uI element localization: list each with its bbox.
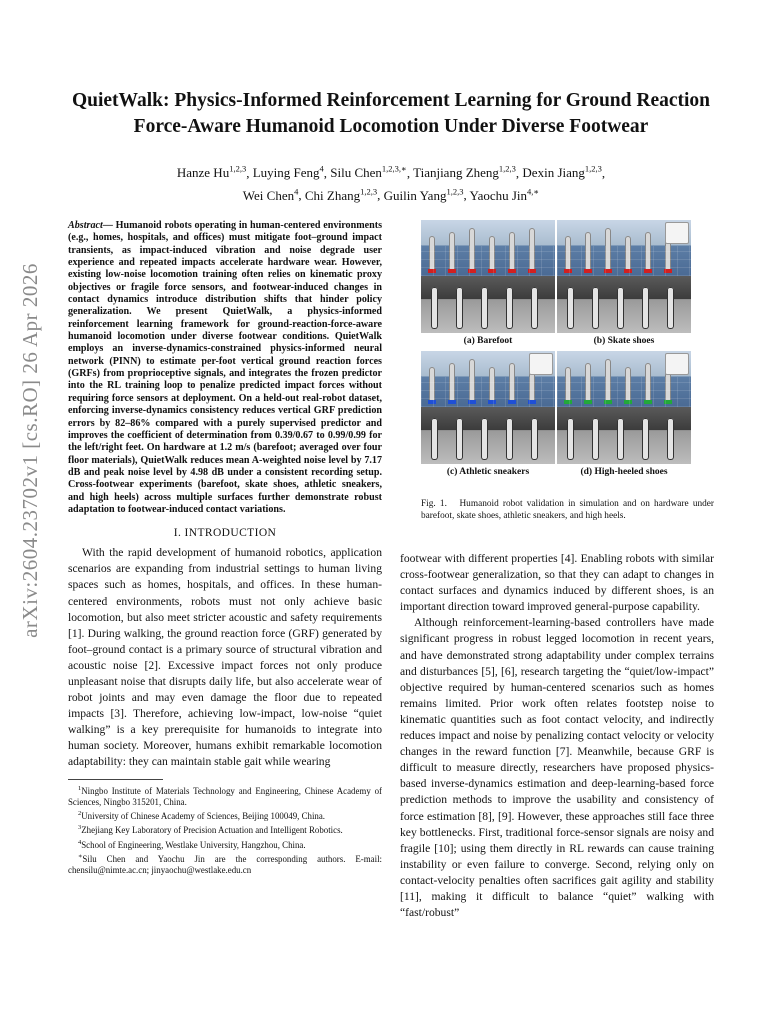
- footnote: [68, 822, 382, 836]
- figure-panel: [421, 351, 555, 482]
- footnote: [68, 851, 382, 877]
- sim-robot-figure: [645, 363, 651, 401]
- simulation-frame: [557, 220, 691, 276]
- sim-foot-marker: [624, 400, 632, 404]
- hardware-photo-frame: [421, 407, 555, 464]
- shoe-inset-icon: [665, 353, 689, 375]
- author: [177, 165, 246, 180]
- abstract-dash: —: [102, 220, 116, 231]
- sim-foot-marker: [664, 269, 672, 273]
- sim-foot-marker: [584, 269, 592, 273]
- sim-robot-figure: [565, 367, 571, 401]
- sim-foot-marker: [448, 400, 456, 404]
- sim-robot-figure: [429, 367, 435, 401]
- author-affiliation: 4: [319, 164, 324, 174]
- figure-1: [421, 220, 714, 522]
- hardware-robot-figure: [567, 418, 574, 460]
- sim-robot-figure: [449, 232, 455, 270]
- abstract-label: Abstract: [68, 220, 103, 231]
- sim-foot-marker: [664, 400, 672, 404]
- footnote-text: School of Engineering, Westlake University, Hangzhou, China.: [81, 839, 306, 850]
- hardware-robot-figure: [617, 287, 624, 329]
- sim-robot-figure: [645, 232, 651, 270]
- left-column: [68, 220, 382, 876]
- sim-foot-marker: [448, 269, 456, 273]
- sim-robot-figure: [565, 236, 571, 270]
- author-affiliation: 1,2,3: [584, 164, 602, 174]
- author-name: Silu Chen: [330, 165, 382, 181]
- simulation-frame: [421, 220, 555, 276]
- sim-foot-marker: [564, 400, 572, 404]
- author: [305, 188, 377, 203]
- intro-paragraph-right-2: Although reinforcement-learning-based controllers have made significant progress in robust legged locomotion in recent years, and have demonstrated strong adaptability under complex terrains and disturbances [5], [6], research targeting the “quiet/low-impact” objective required by human-centered scenarios such as homes remains limited. Prior work often relates footstep noise to kinematic quantities such as foot contact velocity, and indirectly reduces impact and noise by penalizing contact velocity or velocity changes in the reward function [7]. Meanwhile, because GRF is difficult to measure directly, researchers have proposed physics-based inverse-dynamics estimation and deep-learning-based force prediction methods to improve the usability and consistency of force estimation [8], [9]. However, these approaches still face three key bottlenecks. First, traditional force-sensor signals are noisy and fragile [10]; using them directly in RL rewards can cause training instability or even failure to converge. Second, relying only on contact-velocity penalties often sacrifices gait agility and stability [11], making it difficult to balance “quiet” walking with “fast/robust”: [400, 616, 714, 920]
- sim-robot-figure: [429, 236, 435, 270]
- footnotes: [68, 783, 382, 877]
- sim-robot-figure: [509, 363, 515, 401]
- author-name: Yaochu Jin: [469, 187, 528, 203]
- author: [384, 188, 464, 203]
- sim-foot-marker: [508, 400, 516, 404]
- sim-foot-marker: [468, 269, 476, 273]
- hardware-robot-figure: [431, 287, 438, 329]
- figure-panel-grid: [421, 220, 714, 482]
- footnote-text: University of Chinese Academy of Sciences, Beijing 100049, China.: [81, 811, 326, 822]
- footnote-text: Silu Chen and Yaochu Jin are the corresponding authors. E-mail: chensilu@nimte.ac.cn; jinyaochu@westlake.edu.cn: [68, 853, 382, 876]
- hardware-robot-figure: [456, 418, 463, 460]
- shoe-inset-icon: [665, 222, 689, 244]
- intro-paragraph-right-1: footwear with different properties [4]. Enabling robots with similar cross-footwear generalization, so that they can adapt to changes in contact surfaces and dynamics induced by different shoes, is an important direction toward improved general-purpose capability.: [400, 552, 714, 614]
- figure-caption-label: Fig. 1.: [421, 499, 447, 509]
- sim-robot-figure: [489, 367, 495, 401]
- hardware-robot-figure: [642, 418, 649, 460]
- footnote: [68, 783, 382, 809]
- sim-robot-figure: [585, 232, 591, 270]
- shoe-inset-icon: [529, 353, 553, 375]
- author-name: Chi Zhang: [304, 187, 361, 203]
- author-list: Hanze Hu$^{1,2,3}$, Luying Feng$^4$, Silu Chen$^{1,2,3,∗}$, Tianjiang Zheng$^{1,2,3}$, Dexin Jiang$^{1,2,3}$, Wei Chen$^4$, Chi Zhang$^{1,2,3}$, Guilin Yang$^{1,2,3}$, Yaochu Jin$^{4,∗}$: [176, 164, 606, 203]
- author-name: Dexin Jiang: [522, 165, 585, 181]
- sim-robot-figure: [605, 359, 611, 401]
- sim-foot-marker: [428, 400, 436, 404]
- sim-foot-marker: [604, 400, 612, 404]
- simulation-frame: [557, 351, 691, 407]
- footnote-divider: [68, 779, 163, 780]
- abstract-text: Humanoid robots operating in human-centered environments (e.g., homes, hospitals, and offices) must mitigate foot–ground impact transients, as impact-induced vibration and noise degrade user experience and repeated impacts accelerate hardware wear. However, existing low-noise locomotion training often relies on kinematic proxy objectives or fragile force sensors, and footwear-induced changes in contact dynamics introduce distribution shifts that hinder policy generalization. We present QuietWalk, a physics-informed reinforcement learning framework for ground-reaction-force-aware humanoid locomotion under diverse footwear conditions. QuietWalk employs an inverse-dynamics-constrained physics-informed neural network (PINN) to estimate per-foot vertical ground reaction forces (GRFs) from proprioceptive signals, and integrates the frozen predictor into the RL training loop to penalize predicted impact forces without requiring force sensors at deployment. On a held-out real-robot dataset, enforcing inverse-dynamics consistency reduces vertical GRF prediction errors by 82–86% compared with a purely supervised predictor and improves the coefficient of determination from 0.39/0.67 to 0.99/0.99 for the left/right feet. On hardware at 1.2 m/s (barefoot; averaged over four floor materials), QuietWalk reduces mean A-weighted noise level by 7.17 dB and peak noise level by 4.98 dB under a consistent recording setup. Cross-footwear experiments (barefoot, skate shoes, athletic sneakers, and high heels) across multiple surfaces further demonstrate robust adaptation to footwear-induced contact variations.: [68, 220, 382, 515]
- sim-foot-marker: [528, 400, 536, 404]
- figure-panel-image: [421, 351, 555, 464]
- sim-foot-marker: [584, 400, 592, 404]
- author: [413, 165, 516, 180]
- intro-paragraph-left: With the rapid development of humanoid robotics, application scenarios are expanding from industrial settings to human living spaces such as homes, hospitals, and offices. In these human-centered environments, robots must not only achieve basic locomotion, but also meet stricter acoustic and safety requirements [1]. During walking, the ground reaction force (GRF) generated by foot–ground contact is a primary source of structural vibration and acoustic noise [2]. Excessive impact forces not only produce unpleasant noise that disrupts daily life, but also accelerate wear of robot joints and may even damage the floor due to repeated impacts [3]. Therefore, achieving low-impact, low-noise “quiet walking” is a key prerequisite for humanoids to integrate into human society. Moreover, humans exhibit remarkable locomotion adaptability: they can maintain stable gait while wearing: [68, 546, 382, 769]
- footnote-mark: 2: [78, 810, 82, 818]
- author: [330, 165, 407, 180]
- author-affiliation: 1,2,3: [229, 164, 247, 174]
- author: [469, 188, 539, 203]
- sim-robot-figure: [489, 236, 495, 270]
- hardware-robot-figure: [456, 287, 463, 329]
- figure-caption: [421, 498, 714, 522]
- footnote: [68, 837, 382, 851]
- author-name: Luying Feng: [252, 165, 320, 181]
- author-name: Hanze Hu: [176, 165, 230, 181]
- hardware-robot-figure: [531, 418, 538, 460]
- author-affiliation: 4: [294, 186, 299, 197]
- sim-robot-figure: [469, 228, 475, 270]
- sim-foot-marker: [528, 269, 536, 273]
- footnote-mark: 1: [78, 784, 82, 792]
- hardware-robot-figure: [592, 287, 599, 329]
- figure-panel-image: [421, 220, 555, 333]
- hardware-robot-figure: [667, 287, 674, 329]
- footnote-mark: 3: [78, 824, 82, 832]
- section-heading-introduction: I. INTRODUCTION: [173, 527, 277, 540]
- arxiv-id-text: arXiv:2604.23702v1 [cs.RO] 26 Apr 2026: [17, 262, 42, 638]
- abstract: [68, 220, 382, 516]
- sim-foot-marker: [508, 269, 516, 273]
- figure-panel: [557, 220, 691, 351]
- figure-panel: [557, 351, 691, 482]
- footnote-text: Zhejiang Key Laboratory of Precision Actuation and Intelligent Robotics.: [81, 825, 343, 836]
- sim-robot-figure: [625, 236, 631, 270]
- sim-foot-marker: [564, 269, 572, 273]
- arxiv-identifier-stamp: [10, 220, 50, 680]
- author-affiliation: 1,2,3: [446, 186, 464, 197]
- sim-robot-figure: [509, 232, 515, 270]
- sim-foot-marker: [488, 269, 496, 273]
- figure-panel-label: (d) High-heeled shoes: [580, 467, 668, 477]
- figure-panel-image: [557, 220, 691, 333]
- sim-robot-figure: [585, 363, 591, 401]
- hardware-robot-figure: [642, 287, 649, 329]
- footnote-mark: 4: [78, 838, 82, 846]
- figure-panel-label: (a) Barefoot: [463, 336, 513, 346]
- sim-foot-marker: [624, 269, 632, 273]
- author-affiliation: 1,2,3,∗: [381, 164, 407, 174]
- sim-foot-marker: [468, 400, 476, 404]
- footnote-text: Ningbo Institute of Materials Technology and Engineering, Chinese Academy of Sciences, Ningbo 315201, China.: [68, 785, 382, 807]
- figure-caption-text: Humanoid robot validation in simulation and on hardware under barefoot, skate shoes, athletic sneakers, and high heels.: [421, 499, 714, 521]
- hardware-photo-frame: [557, 276, 691, 333]
- author-affiliation: 1,2,3: [360, 186, 378, 197]
- figure-panel-label: (c) Athletic sneakers: [446, 467, 530, 477]
- author-affiliation: 1,2,3: [498, 164, 516, 174]
- author: [243, 188, 299, 203]
- author-name: Guilin Yang: [383, 187, 447, 203]
- sim-robot-figure: [605, 228, 611, 270]
- hardware-robot-figure: [506, 287, 513, 329]
- hardware-robot-figure: [481, 418, 488, 460]
- sim-robot-figure: [469, 359, 475, 401]
- sim-foot-marker: [644, 400, 652, 404]
- right-column: [400, 551, 714, 921]
- author-name: Wei Chen: [242, 187, 295, 203]
- paper-title: QuietWalk: Physics-Informed Reinforcement Learning for Ground Reaction Force-Aware Humanoid Locomotion Under Diverse Footwear: [71, 90, 711, 137]
- figure-panel: [421, 220, 555, 351]
- author: [522, 165, 601, 180]
- hardware-robot-figure: [667, 418, 674, 460]
- sim-robot-figure: [625, 367, 631, 401]
- sim-robot-figure: [449, 363, 455, 401]
- author: [253, 165, 324, 180]
- hardware-robot-figure: [506, 418, 513, 460]
- author-name: Tianjiang Zheng: [413, 165, 499, 181]
- author-affiliation: 4,∗: [527, 186, 540, 197]
- hardware-robot-figure: [567, 287, 574, 329]
- sim-foot-marker: [644, 269, 652, 273]
- figure-panel-label: (b) Skate shoes: [593, 336, 655, 346]
- hardware-robot-figure: [481, 287, 488, 329]
- sim-foot-marker: [488, 400, 496, 404]
- sim-foot-marker: [604, 269, 612, 273]
- sim-robot-figure: [529, 228, 535, 270]
- hardware-photo-frame: [421, 276, 555, 333]
- hardware-robot-figure: [431, 418, 438, 460]
- hardware-robot-figure: [617, 418, 624, 460]
- hardware-robot-figure: [531, 287, 538, 329]
- hardware-robot-figure: [592, 418, 599, 460]
- footnote-mark: ∗: [78, 852, 83, 860]
- figure-panel-image: [557, 351, 691, 464]
- simulation-frame: [421, 351, 555, 407]
- sim-foot-marker: [428, 269, 436, 273]
- footnote: [68, 808, 382, 822]
- hardware-photo-frame: [557, 407, 691, 464]
